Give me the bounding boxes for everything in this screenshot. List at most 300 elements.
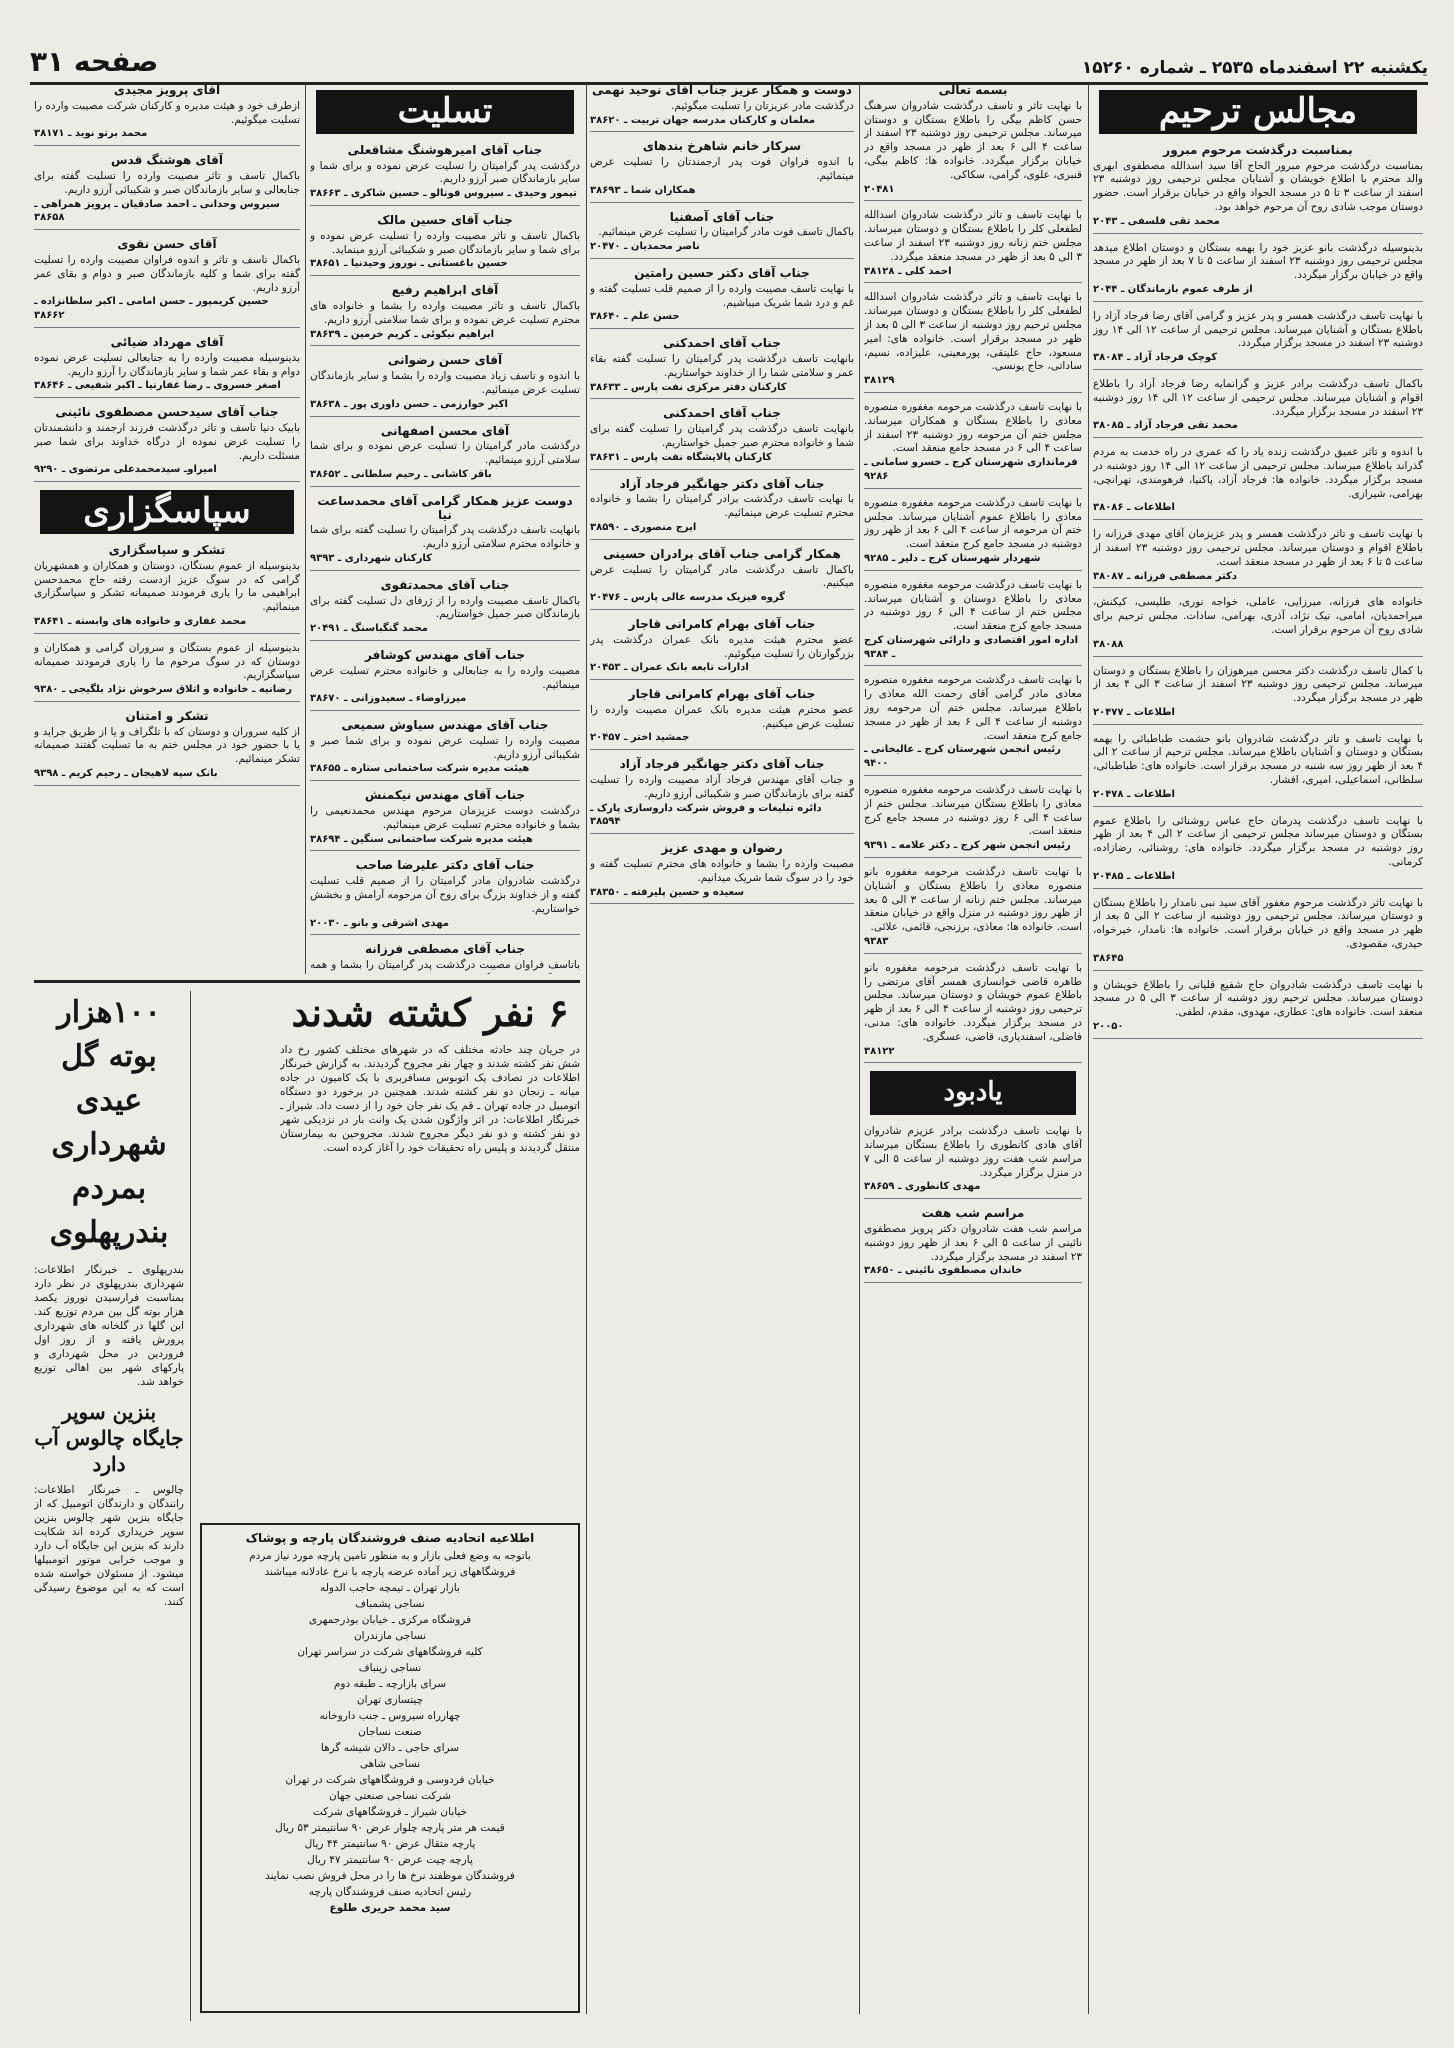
notice-box-line: فروشندگان موظفند نرخ ها را در محل فروش نصب نمایند <box>265 1870 515 1882</box>
notice-signature: حسین باغستانی ـ نوروز وحیدنیا ـ ۳۸۶۵۱ <box>310 258 508 270</box>
notice-body: خانواده های فرزانه، میرزایی، عاملی، خواجه نوری، طلیسی، کیکنش، میراحمدیان، امامی، نیک نژاد، آذری، بهرامی، سادات. مجلس ترحیم برای شادی روح آن مرحوم برقرار است. <box>1093 596 1423 636</box>
notice-divider <box>310 205 580 206</box>
notice-signature: اطلاعات ـ ۲۰۴۷۸ <box>1093 788 1175 800</box>
notice-box-line: پارچه چیت عرض ۹۰ سانتیمتر ۴۷ ریال <box>307 1854 473 1866</box>
notice-signature: ناصر محمدیان ـ ۲۰۴۷۰ <box>590 241 700 253</box>
notice-body: بدینوسیله از عموم بستگان، دوستان و همکاران و همشهریان گرامی که در سوگ عزیز ازدست رفته حاج محمدحسن ابراهیمی ما را یاری فرمودند صمیمانه تشکر و سپاسگزاری مینمائیم. <box>34 559 300 614</box>
notice <box>310 354 580 416</box>
notice-heading: جناب آقای آصفنیا <box>669 209 775 224</box>
notice-body: ازطرف خود و هیئت مدیره و کارکنان شرکت مصیبت وارده را تسلیت میگوئیم. <box>34 99 300 126</box>
notice-signature: محمد تقی فرجاد آزاد ـ ۳۸۰۸۵ <box>1093 420 1238 432</box>
notice <box>590 842 854 904</box>
notice <box>34 336 300 398</box>
notice <box>310 495 580 571</box>
notice-divider <box>864 665 1082 666</box>
notice <box>310 214 580 276</box>
notice-signature: ۲۰۰۵۰ <box>1093 1021 1124 1033</box>
notice-box-line: بازار تهران ـ تیمچه حاجب الدوله <box>320 1582 460 1594</box>
notice-divider <box>1093 888 1423 889</box>
notice <box>1093 665 1423 725</box>
notice-signature: امیراوـ سیدمحمدعلی مرتضوی ـ ۹۲۹۰ <box>34 464 217 476</box>
notice-body: با نهایت تاسف و تاثر درگذشت شادروان اسدالله لطفعلی کلر را باطلاع بستگان و دوستان میرساند. مجلس ترحیم روز دوشنبه از ساعت ۳ الی ۵ بعد از ظهر در مسجد برقرار است. خانواده های: امیر مسعود، حاج علینقی، پورمعینی، علیزاده، نسیم، ساداتی، حاج یونسی. <box>864 291 1082 373</box>
notice-divider <box>1093 301 1423 302</box>
notice-heading: جناب آقای مهندس سیاوش سمیعی <box>341 718 549 733</box>
notice-body: با نهایت تاسف درگذشت مرحومه مغفوره منصوره معاذی را باطلاع عموم آشنایان میرساند. مجلس ختم آن مرحومه از ساعت ۴ الی ۶ بعد از ظهر روز دوشنبه در مسجد جامع کرج منعقد است. <box>864 496 1082 551</box>
notice-signature: محمد گنگباسنگ ـ ۲۰۴۹۱ <box>310 623 428 635</box>
notice <box>1093 144 1423 234</box>
section-banner-thanks: سپاسگزاری <box>40 490 294 534</box>
notice-divider <box>34 145 300 146</box>
notice-divider <box>310 710 580 711</box>
notice-box-line: سرای بازارچه ـ طبقه دوم <box>333 1678 447 1690</box>
notice-divider <box>1093 369 1423 370</box>
notice-heading: جناب آقای دکتر جهانگیر فرجاد آزاد <box>619 476 825 491</box>
notice-box-line: خیابان شیراز ـ فروشگاههای شرکت <box>312 1806 468 1818</box>
notice <box>34 154 300 230</box>
notice-divider <box>864 1198 1082 1199</box>
column-rule <box>586 84 587 2014</box>
column-memorials <box>1093 84 1423 2014</box>
notice-signature: حسن علم ـ ۳۸۶۴۰ <box>590 311 680 323</box>
notice <box>34 710 300 786</box>
notice-divider <box>310 850 580 851</box>
notice-heading: تشکر و امتنان <box>125 708 209 723</box>
notice-heading: همکار گرامی جناب آقای برادران حسینی <box>603 546 841 561</box>
column-condolences-3 <box>34 84 300 974</box>
notice-box-line: کلیه فروشگاههای شرکت در سراسر تهران <box>297 1646 483 1658</box>
notice-signature: جمشید اختر ـ ۲۰۴۵۷ <box>590 732 690 744</box>
notice-box-line: نساجی مازندران <box>353 1630 427 1642</box>
notice-body: و جناب آقای مهندس فرجاد آزاد مصیبت وارده را تسلیت گفته برای بازماندگان صبر و شکیبائی آرزو داریم. <box>590 774 854 800</box>
notice-signature: ۳۸۱۲۲ <box>864 1045 895 1057</box>
notice <box>1093 446 1423 520</box>
notice-body: با اندوه فراوان فوت پدر ارجمندتان را تسلیت عرض مینمائیم. <box>590 156 854 182</box>
notice-heading: جناب آقای دکتر جهانگیر فرجاد آزاد <box>619 757 825 772</box>
column-condolences-2 <box>310 84 580 974</box>
notice-divider <box>1093 970 1423 971</box>
notice-divider <box>864 1062 1082 1063</box>
notice-divider <box>1093 233 1423 234</box>
notice-body: با نهایت تاسف و تاثر درگذشت همسر و پدر عزیزمان آقای مهدی فرزانه را باطلاع اقوام و دوستان میرساند. مجلس ترحیمی روز دوشنبه ۲۳ اسفند از ساعت ۵ تا ۶ بعد از ظهر در مسجد منعقد است. <box>1093 528 1423 568</box>
notice-divider <box>864 392 1082 393</box>
notice-box-line: نساجی شاهی <box>359 1758 421 1770</box>
notice <box>864 866 1082 954</box>
notice-signature: کوچک فرجاد آزاد ـ ۳۸۰۸۴ <box>1093 352 1218 364</box>
notice-heading: آقای حسن نقوی <box>117 237 217 252</box>
notice <box>310 649 580 711</box>
column-rule <box>1088 84 1089 2014</box>
story-flowers <box>34 991 191 2021</box>
notice-signature: مهدی اشرقی و بانو ـ ۲۰۰۳۰ <box>310 917 449 929</box>
notice-heading: آقای محسن اصفهانی <box>380 423 510 438</box>
notice-divider <box>590 258 854 259</box>
notice-divider <box>310 934 580 935</box>
notice <box>310 789 580 851</box>
notice-body: درگذشت شادروان مادر گرامیتان را از صمیم قلب تسلیت گفته و از خداوند بزرگ برای روح آن مرحومه آرامش و بخشش خواستاریم. <box>310 875 580 915</box>
notice-heading: جناب آقای محمدتقوی <box>380 577 510 592</box>
notice <box>864 962 1082 1064</box>
notice-divider <box>1093 656 1423 657</box>
notice <box>310 425 580 487</box>
notice <box>310 579 580 641</box>
notice <box>590 758 854 834</box>
notice-body: باکمال تاسف و تاثر مصیبت وارده را تسلیت گفته برای جنابعالی و سایر بازماندگان صبر و شکیبائی آرزو داریم. <box>34 169 300 196</box>
notice-body: با نهایت تاسف درگذشت مرحومه مغفوره منصوره معاذی را باطلاع بستگان و همکاران میرساند. مجلس ختم آن مرحومه روز دوشنبه ۲۳ اسفند از ساعت ۴ الی ۶ در مسجد جامع منعقد است. <box>864 400 1082 455</box>
column-condolences <box>590 84 854 2014</box>
notice-list <box>864 84 1082 1063</box>
notice-signature: کارکنان دفتر مرکزی نفت پارس ـ ۳۸۶۳۳ <box>590 381 787 393</box>
notice <box>34 642 300 702</box>
notice-divider <box>310 486 580 487</box>
notice-divider <box>590 609 854 610</box>
notice-body: بدینوسیله مصیبت وارده را به جنابعالی تسلیت عرض نموده دوام و بقاء عمر شما و سایر بازماندگان را آرزو داریم. <box>34 351 300 378</box>
notice-signature: اطلاعات ـ ۲۰۴۸۵ <box>1093 870 1175 882</box>
notice-signature: ادارات تابعه بانک عمران ـ ۲۰۴۵۳ <box>590 662 749 674</box>
notice-box-lines <box>208 1549 572 1899</box>
notice-signature: محمد غفاری و خانواده های وابسته ـ ۳۸۶۴۱ <box>34 615 247 627</box>
notice-box-fabric <box>200 1523 580 2013</box>
notice-body: با نهایت تاسف درگذشت برادر گرامیتان را بشما و خانواده محترم تسلیت عرض مینمائیم. <box>590 493 854 520</box>
notice <box>864 84 1082 201</box>
notice-heading: مراسم شب هفت <box>921 1206 1025 1221</box>
notice-divider <box>310 640 580 641</box>
notice-divider <box>1093 1038 1423 1039</box>
notice-box-line: سرای حاجی ـ دالان شیشه گرها <box>320 1742 460 1754</box>
notice-signature: اداره امور اقتصادی و دارائی شهرستان کرج ـ ۹۳۸۴ <box>864 634 1079 660</box>
notice-body: باکمال تاسف مصیبت وارده را از ژرفای دل تسلیت گفته برای بازماندگان صبر جمیل خواستاریم. <box>310 594 580 621</box>
notice <box>34 84 300 146</box>
notice-signature: میرزاوضاء ـ سعیدوزانی ـ ۳۸۶۷۰ <box>310 693 467 705</box>
notice-signature: احمد کلی ـ ۳۸۱۲۸ <box>864 265 952 277</box>
story-headline-2: بنزین سوپر جایگاه چالوس آب دارد <box>34 1400 184 1476</box>
notice-list <box>864 1125 1082 1283</box>
notice-box-signature: سید محمد حریری طلوع <box>329 1902 451 1914</box>
notice-heading: جناب آقای بهرام کامرانی قاجار <box>628 616 816 631</box>
notice <box>864 497 1082 571</box>
notice-signature: کارکنان شهرداری ـ ۹۳۹۳ <box>310 552 432 564</box>
notice-signature: سعیده و حسین پلیرفته ـ ۳۸۳۵۰ <box>590 886 745 898</box>
notice-body: باکمال تاسف درگذشت برادر عزیز و گرانمایه رضا فرجاد آزاد را باطلاع اقوام و آشنایان میرساند. مجلس ترحیمی از ساعت ۱۲ الی ۱۴ روز دوشنبه ۲۳ اسفند در مسجد برگزار میگردد. <box>1093 377 1423 418</box>
notice-divider <box>590 833 854 834</box>
notice-body: درگذشت پدر گرامیتان را تسلیت عرض نموده و برای شما و سایر بازماندگان صبر آرزو داریم. <box>310 159 580 186</box>
notice-body: باکمال تاسف فوت مادر گرامیتان را تسلیت عرض مینمائیم. <box>598 226 854 239</box>
notice-signature: رضانیه ـ خانواده و اتلاق سرخوش نژاد بلگیجی ـ ۹۳۸۰ <box>34 684 292 696</box>
notice-heading: جناب آقای امیرهوشنگ مشاقعلی <box>347 142 543 157</box>
notice-heading: جناب آقای مهندس کوشافر <box>365 647 525 662</box>
section-banner-memorials: مجالس ترحیم <box>1099 90 1417 134</box>
notice <box>590 407 854 469</box>
notice-divider <box>864 570 1082 571</box>
notice-signature: اطلاعات ـ ۳۸۰۸۶ <box>1093 502 1175 514</box>
notice-divider <box>34 633 300 634</box>
story-body: در جریان چند حادثه مختلف که در شهرهای مختلف کشور رخ داد شش نفر کشته شدند و چهار نفر مجروح گردیدند. به گزارش خبرنگار اطلاعات در تصادف یک اتوبوس مسافربری با یک کامیون در جاده میانه ـ زنجان دو نفر کشته شدند. همچنین در برخورد دو دستگاه اتومبیل در جاده تهران ـ قم یک نفر جان خود را از دست داد. شیراز ـ خبرنگار اطلاعات: در اثر واژگون شدن یک وانت بار در نزدیکی شهر دو نفر کشته و دو نفر دیگر مجروح شدند. مجروحین به بیمارستان منتقل گردیدند و پلیس راه تحقیقات خود را آغاز کرده است. <box>280 1044 580 1154</box>
notice-heading: جناب آقای احمدکنی <box>663 336 781 351</box>
notice-divider <box>864 488 1082 489</box>
notice-body: با نهایت تاسف درگذشت برادر عزیزم شادروان آقای هادی کانطوری را باطلاع بستگان میرساند مراسم شب هفت روز دوشنبه از ساعت ۵ الی ۷ در منزل برگزار میگردد. <box>864 1125 1082 1179</box>
notice-list <box>310 144 580 974</box>
notice-heading: جناب آقای دکتر علیرضا صاحب <box>355 858 535 873</box>
notice-divider <box>590 328 854 329</box>
notice-divider <box>864 1282 1082 1283</box>
notice-divider <box>34 481 300 482</box>
notice-divider <box>590 679 854 680</box>
notice-body: از کلیه سروران و دوستان که با تلگراف و یا از طریق جراید و یا با حضور خود در مجلس ختم به ما تسلیت گفتند صمیمانه تشکر مینمائیم. <box>34 725 300 766</box>
column-memorials-2 <box>864 84 1082 2014</box>
notice-body: مصیبت وارده را به جنابعالی و خانواده محترم تسلیت عرض مینمائیم. <box>310 664 580 691</box>
notice-list <box>590 84 854 904</box>
notice-signature: ۳۸۶۴۵ <box>1093 952 1124 964</box>
notice-box-line: صنعت نساجان <box>358 1726 422 1738</box>
notice <box>1093 378 1423 438</box>
notice-divider <box>864 775 1082 776</box>
section-banner-remembrance: یادبود <box>870 1071 1076 1115</box>
notice-heading: جناب آقای مهندس نیکمنش <box>364 788 526 803</box>
notice-body: با نهایت تاسف درگذشت مرحومه مغفوره منصوره معاذی مادر گرامی آقای رحمت الله معاذی را باطلاع میرساند. مجلس ختم آن مرحومه روز دوشنبه از ساعت ۴ الی ۶ بعد از ظهر در مسجد جامع کرج منعقد است. <box>864 674 1082 742</box>
notice-heading: جناب آقای دکتر حسین رامتین <box>634 265 810 280</box>
notice-divider <box>310 780 580 781</box>
notice <box>310 859 580 935</box>
notice-box-line: پارچه متقال عرض ۹۰ سانتیمتر ۴۴ ریال <box>304 1838 476 1850</box>
notice <box>590 267 854 329</box>
notice-heading: آقای پرویز مجیدی <box>113 84 221 97</box>
notice-signature: حسین کریمپور ـ حسن امامی ـ اکبر سلطانزاده ـ ۳۸۶۶۲ <box>34 296 269 322</box>
notice <box>864 674 1082 776</box>
notice-divider <box>590 398 854 399</box>
notice-signature: شهردار شهرستان کرج ـ دلیر ـ ۹۲۸۵ <box>864 552 1041 564</box>
notice-heading: آقای حسن رضوانی <box>387 353 503 368</box>
notice-body: با نهایت تاثر و تاسف درگذشت شادروان سرهنگ حسن کاظم بیگی را باطلاع بستگان و دوستان میرساند. مجلس ترحیمی روز دوشنبه ۲۳ اسفند از ساعت ۴ الی ۶ بعد از ظهر در مسجد واقع در خیابان برگزار میگردد. خانواده ها: کاظم بیگی، قنبری، علوی، گرامی، سکاکی. <box>864 99 1082 181</box>
notice-box-line: چیتسازی تهران <box>356 1694 424 1706</box>
notice-box-line: رئیس اتحادیه صنف فروشندگان پارچه <box>308 1886 472 1898</box>
notice <box>1093 733 1423 807</box>
page-header <box>30 40 1428 85</box>
notice-signature: معلمان و کارکنان مدرسه جهان تربیت ـ ۳۸۶۲۰ <box>590 114 816 126</box>
notice-signature: ۲۰۴۸۱ <box>864 183 895 195</box>
notice-signature: رئیس انجمن شهر کرج ـ دکتر علامه ـ ۹۳۹۱ <box>864 840 1071 852</box>
news-area <box>34 980 580 2023</box>
notice <box>864 401 1082 489</box>
notice <box>590 548 854 610</box>
notice-signature: اصغر خسروی ـ رضا غفارنیا ـ اکبر شفیعی ـ ۳۸۶۴۶ <box>34 380 281 392</box>
notice-body: عضو محترم هیئت مدیره بانک عمران درگذشت پدر بزرگوارتان را تسلیت میگوئیم. <box>590 633 854 660</box>
notice-divider <box>590 539 854 540</box>
notice-signature: تیمور وحیدی ـ سیروس فونالو ـ حسین شاکری ـ ۳۸۶۶۳ <box>310 188 577 200</box>
notice-heading: جناب آقای حسین مالک <box>377 212 513 227</box>
notice-body: عضو محترم هیئت مدیره بانک عمران مصیبت وارده را تسلیت عرض میکنیم. <box>590 703 854 730</box>
notice-box-line: خیابان فردوسی و فروشگاههای شرکت در تهران <box>285 1774 495 1786</box>
notice <box>590 140 854 202</box>
notice-divider <box>310 570 580 571</box>
notice <box>590 618 854 680</box>
notice-divider <box>1093 437 1423 438</box>
notice-divider <box>1093 806 1423 807</box>
notice-box-line: چهارراه سیروس ـ جنب داروخانه <box>319 1710 461 1722</box>
notice-signature: اکبر خوارزمی ـ حسن داوری پور ـ ۳۸۶۳۸ <box>310 398 508 410</box>
notice-signature: ۳۸۰۸۸ <box>1093 638 1124 650</box>
notice <box>864 579 1082 667</box>
notice-body: با نهایت تاسف درگذشت همسر و پدر عزیز و گرامی آقای رضا فرجاد آزاد را باطلاع بستگان و آشنایان میرساند. مجلس ترحیمی از ساعت ۱۲ الی ۱۴ روز دوشنبه ۲۳ اسفند در مسجد برگزار میگردد. <box>1093 309 1423 350</box>
notice-heading: جناب آقای احمدکنی <box>663 406 781 421</box>
notice-box-line: قیمت هر متر پارچه چلوار عرض ۹۰ سانتیمتر ۵۳ ریال <box>275 1822 505 1834</box>
notice-body: بانهایت تاسف درگذشت پدر گرامیتان را تسلیت گفته برای شما و خانواده محترم صبر جمیل خواستاریم. <box>590 423 854 449</box>
notice-divider <box>34 785 300 786</box>
notice-signature: مهدی کانطوری ـ ۳۸۶۵۹ <box>864 1181 981 1193</box>
notice <box>310 719 580 781</box>
notice-body: مصیبت وارده را تسلیت عرض نموده و برای شما صبر و شکیبائی آرزو داریم. <box>310 734 580 761</box>
notice-signature: ابراهیم نیکوئی ـ کریم خرمین ـ ۳۸۶۳۹ <box>310 328 495 340</box>
notice-list <box>34 84 300 482</box>
notice-divider <box>34 701 300 702</box>
notice-heading: جناب آقای بهرام کامرانی قاجار <box>628 687 816 702</box>
notice-divider <box>310 345 580 346</box>
notice-body: بمناسبت درگذشت مرحوم مبرور الحاج آقا سید اسدالله مصطفوی ابهری والد محترم با اطلاع خویشان و آشنایان مجلس ترحیمی روز دوشنبه ۲۳ اسفند از ساعت ۳ تا ۵ در مسجد الجواد واقع در خیابان برقرار است. حضور دوستان موجب شادی روح آن مرحوم خواهد بود. <box>1093 159 1423 213</box>
page-number: صفحه ۳۱ <box>30 45 159 78</box>
notice-heading: آقای ابراهیم رفیع <box>391 283 499 298</box>
notice <box>590 337 854 399</box>
notice-divider <box>34 327 300 328</box>
notice <box>864 291 1082 393</box>
notice-heading: سرکار خانم شاهرخ بندهای <box>642 139 802 154</box>
notice-heading: جناب آقای سیدحسن مصطفوی نائینی <box>55 405 279 420</box>
story-headline: ۶ نفر کشته شدند <box>291 991 569 1035</box>
notice-list <box>34 544 300 786</box>
notice <box>1093 310 1423 370</box>
notice-signature: سیروس وحدانی ـ احمد صادقیان ـ پرویز همراهی ـ ۳۸۶۵۸ <box>34 198 280 224</box>
notice-heading: دوست و همکار عزیز جناب آقای نوحید نهمی <box>592 84 852 97</box>
story-body-2: چالوس ـ خبرنگار اطلاعات: رانندگان و دارندگان اتومبیل که از جایگاه بنزین شهر چالوس بنزین سوپر خریداری کرده اند شکایت دارند که بنزین این جایگاه آب دارد و موجب خرابی موتور اتومبیلها میشود. از مسئولان خواسته شده است که به این موضوع رسیدگی کنند. <box>34 1484 184 1608</box>
notice-body: درگذشت مادر عزیزتان را تسلیت میگوئیم. <box>671 99 854 112</box>
notice-divider <box>310 416 580 417</box>
notice-divider <box>590 202 854 203</box>
section-banner-condolences: تسلیت <box>316 90 574 134</box>
notice <box>310 284 580 346</box>
notice-box-line: شرکت نساجی صنعتی جهان <box>329 1790 451 1802</box>
notice-signature: محمد تقی فلسفی ـ ۲۰۴۳ <box>1093 215 1220 227</box>
notice <box>1093 242 1423 302</box>
notice-body: درگذشت مادر گرامیتان را تسلیت عرض نموده و برای شما سلامتی آرزو مینمائیم. <box>310 440 580 467</box>
notice-body: با نهایت تاثر درگذشت مرحوم مغفور آقای سید نبی نامدار را باطلاع بستگان و دوستان میرساند. مجلس ترحیمی روز دوشنبه از ساعت ۲ الی ۵ بعد از ظهر در مسجد واقع در خیابان برقرار است. خانواده ها: نامدار، خیرخواه، حیدری، مقصودی. <box>1093 896 1423 951</box>
notice-divider <box>590 469 854 470</box>
notice-box-title: اطلاعیه اتحادیه صنف فروشندگان پارچه و پوشاک <box>245 1531 535 1545</box>
column-rule <box>305 84 306 974</box>
notice-heading: آقای هوشنگ قدس <box>110 153 223 168</box>
notice <box>864 209 1082 283</box>
notice-body: بابیک دنیا تاسف و تاثر درگذشت فرزند ارجمند و دانشمندتان را تسلیت عرض نموده از درگاه خداوند برای شما صبر مسئلت داریم. <box>34 421 300 462</box>
notice <box>310 144 580 206</box>
notice-signature: ۹۳۸۳ <box>864 936 889 948</box>
notice-box-line: فروشگاه مرکزی ـ خیابان بوذرجمهری <box>308 1614 472 1626</box>
notice-body: با نهایت تاسف مصیبت وارده را از صمیم قلب تسلیت گفته و غم و درد شما شریک میباشیم. <box>590 282 854 309</box>
notice-signature: هیئت مدیره شرکت ساختمانی سنگین ـ ۳۸۶۹۴ <box>310 833 533 845</box>
notice-signature: اطلاعات ـ ۲۰۴۷۷ <box>1093 706 1175 718</box>
notice-box-line: نساجی زینباف <box>358 1662 422 1674</box>
notice-heading: جناب آقای مصطفی فرزانه <box>365 942 525 957</box>
notice-body: بدینوسیله درگذشت بانو عزیز خود را بهمه بستگان و دوستان اطلاع میدهد مجلس ترحیمی روز دوشنبه ۲۳ اسفند از ساعت ۵ تا ۷ بعد از ظهر در مسجد واقع در خیابان برگزار میگردد. <box>1093 241 1423 282</box>
notice-signature: دکتر مصطفی فرزانه ـ ۳۸۰۸۷ <box>1093 570 1237 582</box>
notice <box>864 1125 1082 1199</box>
notice-signature: خاندان مصطفوی نائینی ـ ۳۸۶۵۰ <box>864 1265 1023 1277</box>
notice-body: با اندوه و تاثر عمیق درگذشت زنده یاد را که عمری در راه خدمت به مردم گذراند باطلاع میرساند. مجلس ترحیمی از ساعت ۱۲ الی ۱۴ روز دوشنبه در مسجد برگزار میگردد. خانواده ها: فرجاد آزاد، پاکنیا، فرهومندی، تهرانچی، بهرامی، شیرازی. <box>1093 446 1423 500</box>
notice-heading: رضوان و مهدی عزیز <box>661 841 783 856</box>
notice-signature: هیئت مدیره شرکت ساختمانی ستاره ـ ۳۸۶۵۵ <box>310 763 530 775</box>
notice-signature: رئیس انجمن شهرستان کرج ـ عالیخانی ـ ۹۴۰۰ <box>864 744 1061 770</box>
notice <box>1093 979 1423 1039</box>
notice <box>1093 596 1423 656</box>
date-line: یکشنبه ۲۲ اسفندماه ۲۵۳۵ ـ شماره ۱۵۲۶۰ <box>1081 58 1428 78</box>
notice-body: بانهایت تاسف درگذشت پدر گرامیتان را تسلیت گفته برای شما و خانواده محترم سلامتی آرزو داریم. <box>310 524 580 551</box>
notice-heading: آقای مهرداد ضیائی <box>110 334 224 349</box>
column-rule <box>859 84 860 2014</box>
notice-body: درگذشت دوست عزیزمان مرحوم مهندس محمدنعیمی را بشما و خانواده محترم تسلیت عرض مینمائیم. <box>310 805 580 831</box>
notice-body: باکمال تاسف درگذشت مادر گرامیتان را تسلیت عرض میکنیم. <box>590 563 854 590</box>
notice-body: باکمال تاسف و تاثر مصیبت وارده را تسلیت عرض نموده و برای شما و سایر بازماندگان صبر و شکیبائی آرزو مینماید. <box>310 229 580 256</box>
notice <box>1093 897 1423 971</box>
notice-body: با کمال تاسف درگذشت دکتر محسن میرهوزان را باطلاع بستگان و دوستان میرساند. مجلس ترحیمی روز دوشنبه ۲۳ اسفند از ساعت ۳ الی ۴ بعد از ظهر در مسجد برگزار میگردد. <box>1093 664 1423 705</box>
notice-divider <box>34 397 300 398</box>
notice <box>310 943 580 974</box>
notice-body: با نهایت تاسف درگذشت مرحومه مغفوره منصوره معاذی را باطلاع بستگان میرساند. مجلس ختم از ساعت ۴ الی ۶ روز دوشنبه در مسجد جامع کرج منعقد است. <box>864 784 1082 838</box>
notice-signature: دائره تبلیغات و فروش شرکت داروسازی پارک ـ ۳۸۵۹۴ <box>590 802 822 828</box>
notice-divider <box>34 229 300 230</box>
notice-divider <box>310 275 580 276</box>
notice-divider <box>590 131 854 132</box>
notice-divider <box>864 282 1082 283</box>
notice-divider <box>864 857 1082 858</box>
notice-box-line: باتوجه به وضع فعلی بازار و به منظور تامین پارچه مورد نیاز مردم <box>249 1550 531 1562</box>
notice <box>590 478 854 540</box>
notice-divider <box>1093 724 1423 725</box>
notice-divider <box>864 200 1082 201</box>
story-accidents <box>280 991 580 1511</box>
story-body: بندرپهلوی ـ خبرنگار اطلاعات: شهرداری بندرپهلوی در نظر دارد بمناسبت فرارسیدن نوروز یکصد هزار بوته گل بین مردم توزیع کند. این گلها در گلخانه های شهرداری پرورش یافته و از روز اول فروردین در محل شهرداری و پارکهای شهر بین اهالی توزیع خواهد شد. <box>34 1264 184 1388</box>
story-headline: ۱۰۰هزار بوته گل عیدی شهرداری بمردم بندرپهلوی <box>49 995 169 1250</box>
notice-body: بانهایت تاسف درگذشت پدر گرامیتان را تسلیت گفته بقاء عمر و سلامتی شما را از خداوند خواستاریم. <box>590 352 854 379</box>
notice-body: باکمال تاسف و تاثر و اندوه فراوان مصیبت وارده را تسلیت گفته برای شما و کلیه بازماندگان صبر و دوام و بقای عمر آرزو داریم. <box>34 253 300 294</box>
notice <box>864 1207 1082 1283</box>
notice-body: با نهایت تاسف درگذشت مرحومه مغفوره منصوره معاذی را باطلاع دوستان و آشنایان میرساند. مجلس ختم از ساعت ۴ الی ۶ روز دوشنبه در مسجد جامع کرج منعقد است. <box>864 578 1082 633</box>
notice-signature: باقر کاشانی ـ رحیم سلطانی ـ ۳۸۶۵۲ <box>310 468 492 480</box>
notice-signature: گروه فیزیک مدرسه عالی پارس ـ ۲۰۴۷۶ <box>590 592 785 604</box>
notice <box>34 406 300 482</box>
notice-heading: بسمه تعالی <box>938 84 1008 97</box>
notice <box>1093 528 1423 588</box>
notice <box>34 544 300 634</box>
notice-signature: از طرف عموم بازماندگان ـ ۲۰۴۴ <box>1093 283 1253 295</box>
notice-body: با اندوه و تاسف زیاد مصیبت وارده را بشما و سایر بازماندگان تسلیت عرض مینمائیم. <box>310 370 580 396</box>
notice-signature: محمد برتو نوید ـ ۳۸۱۷۱ <box>34 128 148 140</box>
notice-body: با نهایت تاسف درگذشت پدرمان حاج عباس روشنائی را باطلاع عموم بستگان و دوستان میرساند مجلس ترحیمی از ساعت ۲ الی ۴ بعد از ظهر روز دوشنبه در مسجد برگزار میگردد. خانواده های: روشنائی، رضازاده، کرمانی. <box>1093 814 1423 869</box>
notice-divider <box>1093 519 1423 520</box>
notice-divider <box>590 749 854 750</box>
notice <box>34 238 300 328</box>
notice-list <box>1093 144 1423 1039</box>
notice-body: مصیبت وارده را بشما و خانواده های محترم تسلیت گفته و خود را در سوگ شما شریک میدانیم. <box>590 858 854 884</box>
notice-heading: دوست عزیز همکار گرامی آقای محمدساعت نیا <box>317 493 573 522</box>
notice-signature: کارکنان پالایشگاه نفت پارس ـ ۳۸۶۳۱ <box>590 451 772 463</box>
notice-body: مراسم شب هفت شادروان دکتر پرویز مصطفوی نائینی از ساعت ۵ الی ۶ بعد از ظهر روز دوشنبه ۲۳ اسفند در مسجد برگزار میگردد. <box>864 1222 1082 1263</box>
notice-body: با نهایت تاسف درگذشت مرحومه مغفوره بانو طاهره قاضی خوانساری همسر آقای مرتضی را باطلاع عموم خویشان و دوستان میرساند. مجلس ترحیمی روز دوشنبه از ساعت ۴ الی ۶ بعد از ظهر در مسجد برگزار میگردد. خانواده های: مدنی، فاضلی، اسفندیاری، قاضی، عسگری. <box>864 961 1082 1043</box>
notice <box>590 84 854 132</box>
notice-signature: همکاران شما ـ ۳۸۶۹۳ <box>590 184 696 196</box>
notice <box>864 784 1082 858</box>
notice-signature: ایرج منصوری ـ ۳۸۵۹۰ <box>590 521 697 533</box>
notice-body: بدینوسیله از عموم بستگان و سروران گرامی و همکاران و دوستان که در سوگ مرحوم ما را یاری فرمودند صمیمانه سپاسگزاریم. <box>34 641 300 682</box>
notice-divider <box>864 953 1082 954</box>
notice-body: با نهایت تاسف و تاثر درگذشت شادروان اسدالله لطفعلی کلر را باطلاع بستگان و دوستان میرساند. مجلس ختم زنانه روز دوشنبه ۲۳ اسفند از ساعت ۳ الی ۵ بعد از ظهر در مسجد منعقد میگردد. <box>864 209 1082 263</box>
notice-signature: بانک سپه لاهیجان ـ رحیم کریم ـ ۹۳۹۸ <box>34 768 218 780</box>
notice-divider <box>1093 587 1423 588</box>
notice-heading: بمناسبت درگذشت مرحوم مبرور <box>1163 142 1353 157</box>
